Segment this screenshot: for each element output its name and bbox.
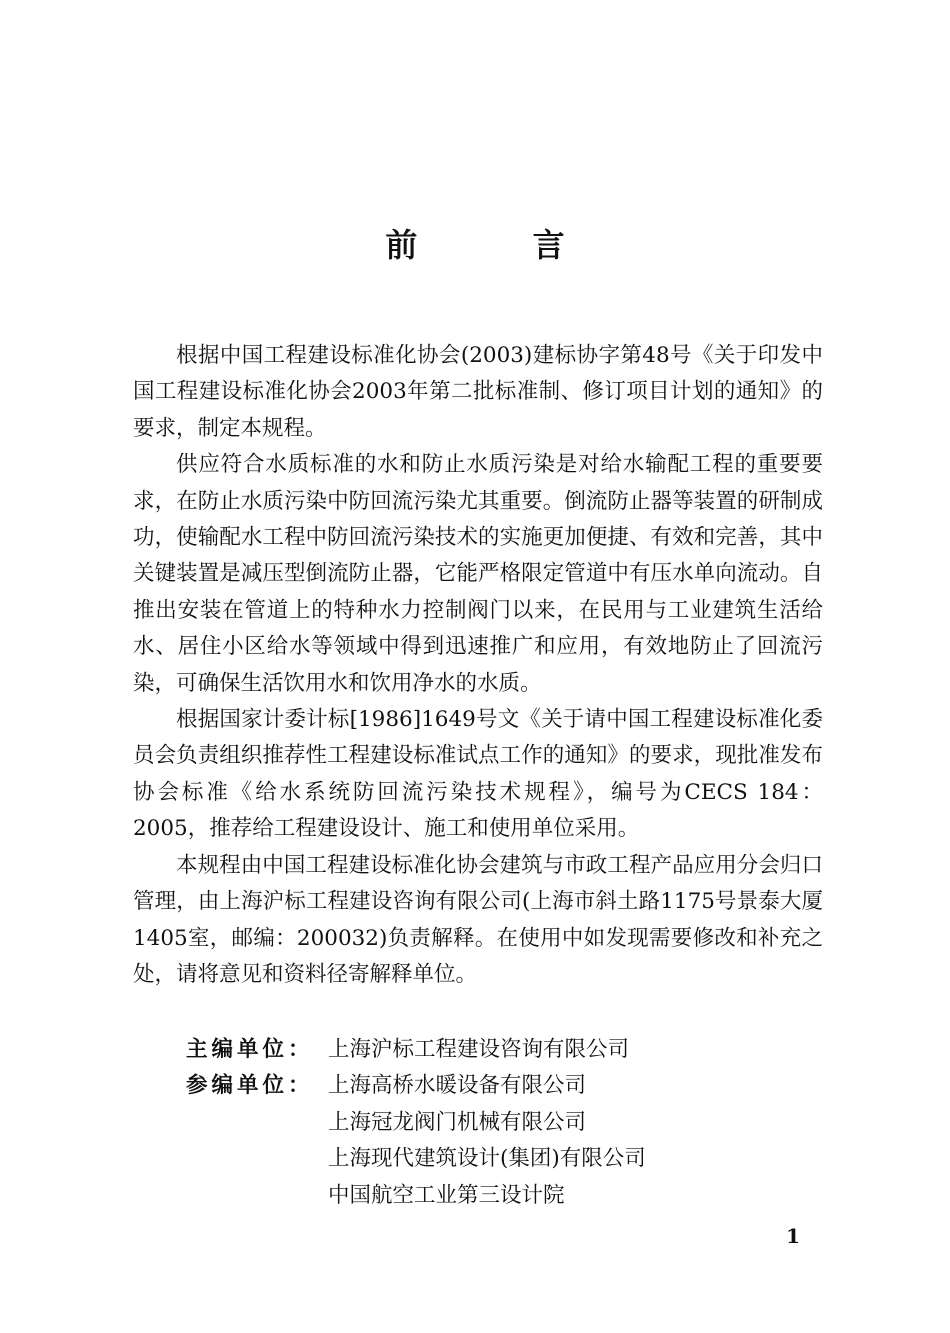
participating-unit-3: 上海现代建筑设计(集团)有限公司 [328,1146,646,1172]
participating-unit-2: 上海冠龙阀门机械有限公司 [328,1109,587,1135]
chief-unit-row [186,1032,646,1068]
page-title: 前 言 [385,226,617,264]
chief-unit-label: 主编单位： [186,1037,314,1062]
paragraph-4: 本规程由中国工程建设标准化协会建筑与市政工程产品应用分会归口管理，由上海沪标工程建设咨询有限公司(上海市斜土路1175号景泰大厦1405室，邮编：200032)负责解释。在使用中如发现需要修改和补充之处，请将意见和资料径寄解释单位。 [133,852,823,987]
participating-units-list [328,1068,646,1214]
editing-units [186,1032,646,1214]
participating-units-row [186,1068,646,1214]
page-number: 1 [786,1224,800,1248]
paragraph-1: 根据中国工程建设标准化协会(2003)建标协字第48号《关于印发中国工程建设标准化协会2003年第二批标准制、修订项目计划的通知》的要求，制定本规程。 [133,343,823,441]
participating-unit-4: 中国航空工业第三设计院 [328,1182,565,1208]
paragraph-3: 根据国家计委计标[1986]1649号文《关于请中国工程建设标准化委员会负责组织推荐性工程建设标准试点工作的通知》的要求，现批准发布协会标准《给水系统防回流污染技术规程》，编号为CECS 184：2005，推荐给工程建设设计、施工和使用单位采用。 [133,707,823,842]
participating-unit-1: 上海高桥水暖设备有限公司 [328,1073,587,1099]
chief-unit-name: 上海沪标工程建设咨询有限公司 [328,1037,630,1062]
participating-units-label: 参编单位： [186,1073,314,1099]
paragraph-2: 供应符合水质标准的水和防止水质污染是对给水输配工程的重要要求，在防止水质污染中防回流污染尤其重要。倒流防止器等装置的研制成功，使输配水工程中防回流污染技术的实施更加便捷、有效和完善，其中关键装置是减压型倒流防止器，它能严格限定管道中有压水单向流动。自推出安装在管道上的特种水力控制阀门以来，在民用与工业建筑生活给水、居住小区给水等领域中得到迅速推广和应用，有效地防止了回流污染，可确保生活饮用水和饮用净水的水质。 [133,452,823,696]
preface-body [133,338,823,993]
